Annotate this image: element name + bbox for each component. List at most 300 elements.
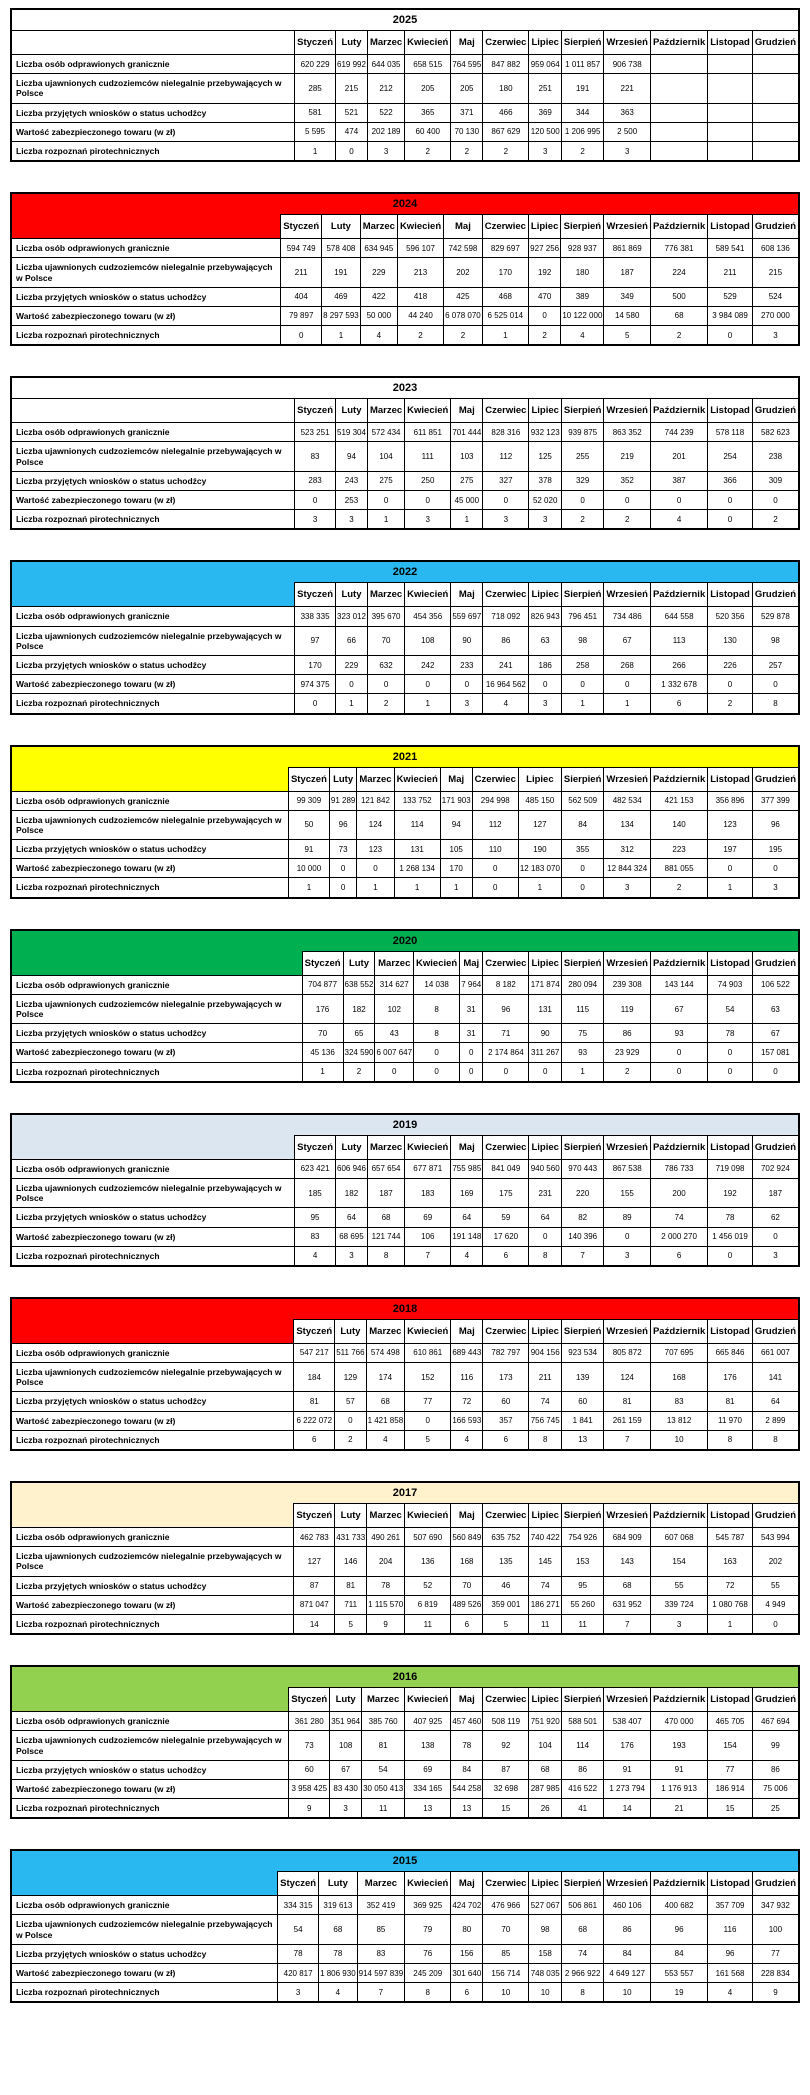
data-cell: 2 [561, 141, 604, 161]
data-cell: 266 [650, 655, 707, 674]
data-cell: 72 [451, 1392, 483, 1411]
data-cell: 69 [405, 1760, 451, 1779]
data-cell: 356 896 [708, 791, 753, 810]
data-cell: 45 136 [302, 1043, 343, 1062]
data-cell: 351 964 [330, 1712, 362, 1731]
data-cell: 129 [335, 1363, 366, 1392]
data-cell: 1 456 019 [708, 1227, 753, 1246]
year-title: 2021 [11, 746, 799, 768]
row-label: Liczba przyjętych wniosków o status uchodźcy [11, 1944, 278, 1963]
month-header: Czerwiec [472, 767, 518, 791]
data-cell: 139 [561, 1363, 604, 1392]
data-cell: 689 443 [451, 1343, 483, 1362]
data-cell: 68 [650, 306, 707, 325]
year-title: 2023 [11, 377, 799, 399]
month-header: Lipiec [529, 31, 561, 55]
data-cell: 0 [752, 1614, 799, 1634]
data-cell: 250 [405, 471, 451, 490]
data-cell: 89 [604, 1208, 651, 1227]
table-row [11, 74, 799, 103]
data-cell: 0 [561, 859, 604, 878]
data-cell: 387 [650, 471, 707, 490]
data-cell: 523 251 [295, 423, 336, 442]
data-cell: 78 [708, 1024, 753, 1043]
month-header: Maj [451, 1135, 483, 1159]
data-cell: 64 [529, 1208, 561, 1227]
month-header: Maj [451, 583, 483, 607]
data-cell: 421 153 [650, 791, 707, 810]
data-cell: 0 [281, 326, 322, 346]
data-cell: 81 [708, 1392, 753, 1411]
data-cell: 104 [367, 442, 404, 471]
data-cell: 347 932 [752, 1896, 799, 1915]
table-row [11, 1944, 799, 1963]
row-label: Liczba osób odprawionych granicznie [11, 55, 295, 74]
data-cell: 329 [561, 471, 604, 490]
year-title: 2020 [11, 930, 799, 952]
month-header: Lipiec [528, 215, 560, 239]
data-cell: 424 702 [451, 1896, 483, 1915]
data-cell: 0 [367, 491, 404, 510]
data-cell: 7 [561, 1246, 604, 1266]
data-cell: 545 787 [708, 1528, 753, 1547]
data-cell: 83 [295, 442, 336, 471]
data-cell: 23 929 [604, 1043, 651, 1062]
data-cell: 193 [650, 1731, 707, 1760]
data-cell: 0 [561, 491, 604, 510]
data-cell: 355 [561, 840, 604, 859]
month-header: Wrzesień [604, 583, 651, 607]
data-cell: 81 [362, 1731, 405, 1760]
data-cell: 470 [528, 287, 560, 306]
data-cell: 205 [405, 74, 451, 103]
table-row [11, 810, 799, 839]
data-cell: 59 [483, 1208, 529, 1227]
data-cell: 522 [367, 103, 404, 122]
data-cell: 1 [518, 878, 561, 898]
month-header: Sierpień [561, 1319, 604, 1343]
data-cell: 970 443 [561, 1159, 604, 1178]
month-header: Luty [336, 583, 368, 607]
row-label: Liczba rozpoznań pirotechnicznych [11, 878, 288, 898]
data-cell: 751 920 [529, 1712, 561, 1731]
data-cell: 1 [708, 878, 753, 898]
data-cell: 55 [650, 1576, 707, 1595]
row-label: Wartość zabezpieczonego towaru (w zł) [11, 1411, 294, 1430]
data-cell: 174 [366, 1363, 405, 1392]
month-header: Październik [650, 215, 707, 239]
month-header: Marzec [367, 31, 404, 55]
row-label: Liczba osób odprawionych granicznie [11, 1528, 294, 1547]
data-cell: 319 613 [319, 1896, 358, 1915]
data-cell [752, 103, 799, 122]
month-header: Maj [451, 399, 483, 423]
month-header: Grudzień [752, 31, 799, 55]
data-cell: 574 498 [366, 1343, 405, 1362]
data-cell: 404 [281, 287, 322, 306]
data-cell: 105 [440, 840, 472, 859]
table-row [11, 994, 799, 1023]
table-row [11, 239, 799, 258]
data-cell: 665 846 [708, 1343, 753, 1362]
data-cell: 103 [451, 442, 483, 471]
data-cell: 95 [295, 1208, 336, 1227]
table-row [11, 1983, 799, 2003]
table-row [11, 1547, 799, 1576]
data-cell: 2 [561, 510, 604, 530]
data-cell: 3 [604, 878, 651, 898]
data-cell: 529 [708, 287, 753, 306]
data-cell [708, 103, 753, 122]
data-cell: 3 [752, 1246, 799, 1266]
month-header: Grudzień [752, 1504, 799, 1528]
year-title: 2015 [11, 1850, 799, 1872]
corner-cell [11, 31, 295, 55]
data-cell: 73 [329, 840, 356, 859]
table-row [11, 1430, 799, 1450]
data-cell: 81 [604, 1392, 651, 1411]
data-cell: 220 [561, 1178, 604, 1207]
data-cell: 3 [278, 1983, 319, 2003]
data-cell: 3 [295, 510, 336, 530]
data-cell: 143 [604, 1547, 651, 1576]
data-cell: 60 [561, 1392, 604, 1411]
data-cell: 170 [482, 258, 528, 287]
data-cell: 344 [561, 103, 604, 122]
data-cell: 0 [752, 1227, 799, 1246]
data-cell: 0 [483, 491, 529, 510]
month-header: Październik [650, 583, 707, 607]
data-cell: 9 [367, 1614, 405, 1634]
data-cell: 407 925 [405, 1712, 451, 1731]
data-cell: 8 [405, 1983, 451, 2003]
data-cell: 0 [561, 878, 604, 898]
data-cell: 7 964 [460, 975, 483, 994]
data-cell: 68 [529, 1760, 561, 1779]
data-cell: 116 [708, 1915, 753, 1944]
data-cell: 270 000 [752, 306, 799, 325]
data-cell: 578 408 [322, 239, 361, 258]
month-header: Sierpień [561, 583, 604, 607]
data-cell: 4 [708, 1983, 753, 2003]
data-cell: 14 [604, 1799, 651, 1819]
data-cell: 2 500 [604, 122, 651, 141]
data-cell: 81 [294, 1392, 335, 1411]
data-cell: 0 [460, 1062, 483, 1082]
table-row [11, 442, 799, 471]
data-cell: 3 [405, 510, 451, 530]
data-cell: 2 [528, 326, 560, 346]
data-cell: 2 [650, 326, 707, 346]
data-cell: 26 [529, 1799, 561, 1819]
month-header: Wrzesień [604, 1872, 651, 1896]
data-cell: 55 260 [561, 1595, 604, 1614]
data-cell: 361 280 [289, 1712, 330, 1731]
data-cell: 84 [561, 810, 604, 839]
data-cell: 185 [295, 1178, 336, 1207]
data-cell: 644 035 [367, 55, 404, 74]
corner-cell [11, 1688, 289, 1712]
month-header: Luty [319, 1872, 358, 1896]
data-cell: 68 [367, 1208, 404, 1227]
data-cell: 154 [650, 1547, 707, 1576]
month-header: Lipiec [529, 951, 561, 975]
data-cell: 805 872 [604, 1343, 651, 1362]
data-cell: 81 [335, 1576, 367, 1595]
row-label: Wartość zabezpieczonego towaru (w zł) [11, 1964, 278, 1983]
data-cell: 219 [604, 442, 651, 471]
data-cell: 0 [483, 1062, 529, 1082]
data-cell: 553 557 [650, 1964, 707, 1983]
data-cell: 54 [708, 994, 753, 1023]
data-cell: 60 400 [405, 122, 451, 141]
data-cell: 134 [604, 810, 651, 839]
data-cell: 352 [604, 471, 651, 490]
data-cell: 45 000 [451, 491, 483, 510]
month-header: Styczeń [294, 1504, 335, 1528]
month-header: Marzec [367, 1504, 405, 1528]
table-row [11, 1731, 799, 1760]
month-header: Sierpień [561, 951, 604, 975]
data-cell: 50 [288, 810, 329, 839]
month-header: Kwiecień [414, 951, 460, 975]
table-row [11, 1043, 799, 1062]
data-cell: 349 [604, 287, 651, 306]
data-cell: 8 [708, 1430, 753, 1450]
row-label: Liczba ujawnionych cudzoziemców nielegalnie przebywających w Polsce [11, 1915, 278, 1944]
data-cell: 204 [367, 1547, 405, 1576]
data-cell: 841 049 [483, 1159, 529, 1178]
data-cell: 211 [281, 258, 322, 287]
data-cell: 202 189 [367, 122, 404, 141]
row-label: Liczba rozpoznań pirotechnicznych [11, 1614, 294, 1634]
data-cell: 6 819 [405, 1595, 451, 1614]
data-cell: 0 [529, 1227, 561, 1246]
row-label: Liczba ujawnionych cudzoziemców nielegalnie przebywających w Polsce [11, 1731, 289, 1760]
data-cell: 4 [360, 326, 397, 346]
data-cell: 70 130 [451, 122, 483, 141]
data-cell: 572 434 [367, 423, 404, 442]
data-cell: 0 [405, 675, 451, 694]
data-cell: 85 [483, 1944, 529, 1963]
row-label: Wartość zabezpieczonego towaru (w zł) [11, 1043, 302, 1062]
month-header: Grudzień [752, 399, 799, 423]
data-cell: 113 [650, 626, 707, 655]
data-cell: 588 501 [561, 1712, 604, 1731]
data-cell: 68 [561, 1915, 604, 1944]
data-cell: 635 752 [483, 1528, 529, 1547]
month-header: Maj [460, 951, 483, 975]
table-row [11, 1614, 799, 1634]
data-cell: 124 [604, 1363, 651, 1392]
month-header: Styczeń [289, 1688, 330, 1712]
data-cell: 168 [451, 1547, 483, 1576]
data-cell: 0 [708, 326, 753, 346]
month-header: Luty [330, 1688, 362, 1712]
data-cell: 12 844 324 [604, 859, 651, 878]
data-cell: 191 [561, 74, 604, 103]
data-cell: 1 273 794 [604, 1779, 651, 1798]
data-cell: 86 [483, 626, 529, 655]
row-label: Liczba rozpoznań pirotechnicznych [11, 1062, 302, 1082]
data-cell: 7 [604, 1430, 651, 1450]
data-cell: 3 [529, 694, 561, 714]
table-row [11, 1712, 799, 1731]
data-cell: 10 [650, 1430, 707, 1450]
year-title: 2022 [11, 561, 799, 583]
data-cell: 70 [451, 1576, 483, 1595]
data-cell: 4 649 127 [604, 1964, 651, 1983]
data-cell: 170 [440, 859, 472, 878]
data-cell [650, 74, 707, 103]
data-cell: 67 [752, 1024, 799, 1043]
data-cell: 754 926 [561, 1528, 604, 1547]
data-cell: 275 [451, 471, 483, 490]
row-label: Liczba osób odprawionych granicznie [11, 1159, 295, 1178]
data-cell: 110 [472, 840, 518, 859]
month-header: Marzec [367, 399, 404, 423]
data-cell: 610 861 [405, 1343, 451, 1362]
data-cell: 620 229 [295, 55, 336, 74]
data-cell: 94 [440, 810, 472, 839]
data-cell: 226 [708, 655, 753, 674]
data-cell: 187 [752, 1178, 799, 1207]
data-cell: 166 593 [451, 1411, 483, 1430]
data-cell: 400 682 [650, 1896, 707, 1915]
month-header: Kwiecień [394, 767, 440, 791]
row-label: Liczba osób odprawionych granicznie [11, 1712, 289, 1731]
data-cell [708, 141, 753, 161]
corner-cell [11, 399, 295, 423]
table-row [11, 103, 799, 122]
data-cell: 3 [330, 1799, 362, 1819]
row-label: Liczba rozpoznań pirotechnicznych [11, 510, 295, 530]
data-cell: 596 107 [397, 239, 443, 258]
data-cell: 30 050 413 [362, 1779, 405, 1798]
data-cell: 863 352 [604, 423, 651, 442]
data-cell: 1 [322, 326, 361, 346]
data-cell: 11 [405, 1614, 451, 1634]
data-cell: 233 [451, 655, 483, 674]
data-cell: 6 [650, 1246, 707, 1266]
month-header: Czerwiec [483, 951, 529, 975]
row-label: Liczba ujawnionych cudzoziemców nielegalnie przebywających w Polsce [11, 74, 295, 103]
data-cell: 940 560 [529, 1159, 561, 1178]
data-cell: 867 629 [483, 122, 529, 141]
month-header: Lipiec [518, 767, 561, 791]
data-cell: 2 [604, 510, 651, 530]
data-cell: 60 [483, 1392, 529, 1411]
data-cell: 108 [330, 1731, 362, 1760]
table-row [11, 1799, 799, 1819]
row-label: Liczba osób odprawionych granicznie [11, 239, 281, 258]
corner-cell [11, 767, 288, 791]
data-cell: 176 [302, 994, 343, 1023]
month-header: Lipiec [529, 1135, 561, 1159]
data-cell: 71 [483, 1024, 529, 1043]
table-row [11, 694, 799, 714]
data-cell: 8 [752, 1430, 799, 1450]
data-cell: 268 [604, 655, 651, 674]
data-cell: 1 [394, 878, 440, 898]
month-header: Czerwiec [483, 1688, 529, 1712]
data-cell: 560 849 [451, 1528, 483, 1547]
data-cell: 923 534 [561, 1343, 604, 1362]
row-label: Liczba rozpoznań pirotechnicznych [11, 1430, 294, 1450]
data-cell: 462 783 [294, 1528, 335, 1547]
year-table-2025 [10, 8, 800, 162]
data-cell: 704 877 [302, 975, 343, 994]
data-cell: 116 [451, 1363, 483, 1392]
data-cell: 68 [319, 1915, 358, 1944]
data-cell: 2 000 270 [650, 1227, 707, 1246]
month-header: Listopad [708, 1872, 753, 1896]
data-cell: 91 289 [329, 791, 356, 810]
data-cell: 476 966 [483, 1896, 529, 1915]
month-header: Listopad [708, 31, 753, 55]
data-cell: 87 [294, 1576, 335, 1595]
table-row [11, 840, 799, 859]
month-header: Czerwiec [483, 31, 529, 55]
data-cell: 0 [752, 1062, 799, 1082]
data-cell: 141 [752, 1363, 799, 1392]
data-cell: 74 903 [708, 975, 753, 994]
data-cell: 0 [708, 859, 753, 878]
data-cell: 96 [483, 994, 529, 1023]
data-cell: 215 [752, 258, 799, 287]
data-cell: 155 [604, 1178, 651, 1207]
row-label: Wartość zabezpieczonego towaru (w zł) [11, 675, 295, 694]
year-title: 2025 [11, 9, 799, 31]
row-label: Liczba osób odprawionych granicznie [11, 791, 288, 810]
data-cell: 241 [483, 655, 529, 674]
data-cell: 17 620 [483, 1227, 529, 1246]
data-cell: 608 136 [752, 239, 799, 258]
month-header: Sierpień [561, 1135, 604, 1159]
row-label: Liczba ujawnionych cudzoziemców nielegalnie przebywających w Polsce [11, 442, 295, 471]
data-cell: 261 159 [604, 1411, 651, 1430]
data-cell: 123 [708, 810, 753, 839]
data-cell: 182 [336, 1178, 368, 1207]
data-cell: 180 [483, 74, 529, 103]
table-row [11, 1760, 799, 1779]
data-cell: 68 [366, 1392, 405, 1411]
data-cell [752, 122, 799, 141]
data-cell: 154 [708, 1731, 753, 1760]
data-cell: 756 745 [529, 1411, 561, 1430]
data-cell: 202 [752, 1547, 799, 1576]
data-cell: 169 [451, 1178, 483, 1207]
data-cell: 80 [451, 1915, 483, 1944]
data-cell: 644 558 [650, 607, 707, 626]
data-cell: 1 332 678 [650, 675, 707, 694]
data-cell: 8 [529, 1246, 561, 1266]
data-cell: 96 [752, 810, 799, 839]
data-cell: 521 [336, 103, 368, 122]
month-header: Lipiec [529, 1319, 561, 1343]
data-cell: 847 882 [483, 55, 529, 74]
data-cell: 114 [394, 810, 440, 839]
data-cell: 186 914 [708, 1779, 753, 1798]
month-header: Marzec [360, 215, 397, 239]
row-label: Liczba ujawnionych cudzoziemców nielegalnie przebywających w Polsce [11, 994, 302, 1023]
data-cell: 156 714 [483, 1964, 529, 1983]
data-cell: 871 047 [294, 1595, 335, 1614]
data-cell: 0 [414, 1043, 460, 1062]
data-cell: 357 709 [708, 1896, 753, 1915]
data-cell: 420 817 [278, 1964, 319, 1983]
row-label: Wartość zabezpieczonego towaru (w zł) [11, 1227, 295, 1246]
